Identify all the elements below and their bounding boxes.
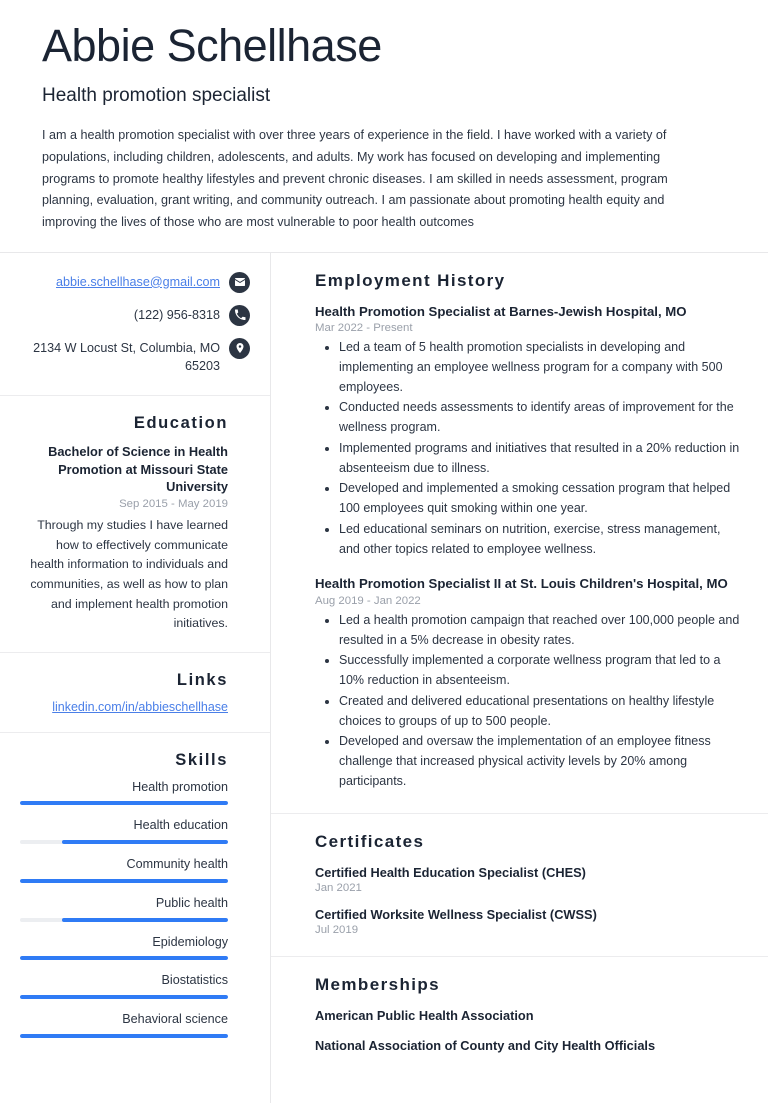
certificate-item xyxy=(315,906,740,936)
envelope-icon xyxy=(229,272,250,293)
employment-heading: Employment History xyxy=(315,270,506,290)
phone-icon xyxy=(229,305,250,326)
job-title: Health Promotion Specialist at Barnes-Jewish Hospital, MO xyxy=(315,303,687,319)
skill-bar-track xyxy=(20,1034,228,1038)
location-pin-icon xyxy=(229,338,250,359)
profile-summary: I am a health promotion specialist with over three years of experience in the field. I have worked with a variety of populations, including children, adolescents, and adults. My work has focused on developing and implementing programs to promote healthy lifestyles and prevent chronic diseases. I am skilled in needs assessment, program planning, evaluation, grant writing, and community outreach. I am passionate about promoting health equity and improving the lives of those who are most vulnerable to poor health outcomes xyxy=(42,128,668,230)
job-bullet: • Developed and implemented a smoking cessation program that helped 100 employees quit smoking within one year. xyxy=(339,479,740,519)
skill-label: Biostatistics xyxy=(161,973,228,988)
candidate-headline: Health promotion specialist xyxy=(42,84,271,106)
contact-email-row[interactable] xyxy=(20,271,250,293)
skill-bar-fill xyxy=(62,840,228,844)
skill-item xyxy=(20,896,228,922)
right-column xyxy=(271,253,768,1103)
skills-heading: Skills xyxy=(175,750,228,769)
certificates-list xyxy=(315,864,740,937)
job-bullet: • Conducted needs assessments to identify areas of improvement for the wellness program. xyxy=(339,398,740,438)
memberships-heading: Memberships xyxy=(315,975,440,995)
linkedin-link[interactable]: linkedin.com/in/abbieschellhase xyxy=(52,699,228,714)
job-bullet: • Led a health promotion campaign that reached over 100,000 people and resulted in a 5% decrease in obesity rates. xyxy=(339,611,740,651)
job-bullet: • Led a team of 5 health promotion specialists in developing and implementing an employee wellness program for a company with 500 employees. xyxy=(339,338,740,397)
job-title: Health Promotion Specialist II at St. Louis Children's Hospital, MO xyxy=(315,576,728,592)
skill-bar-track xyxy=(20,956,228,960)
education-title: Bachelor of Science in Health Promotion at Missouri State University xyxy=(48,444,228,495)
skill-bar-track xyxy=(20,840,228,844)
job-entry xyxy=(315,575,740,791)
job-bullet-list xyxy=(315,611,740,792)
resume-header xyxy=(0,0,768,253)
education-entry xyxy=(20,443,228,634)
certificates-section xyxy=(271,814,768,958)
skill-bar-fill xyxy=(20,995,228,999)
skill-item xyxy=(20,935,228,961)
skill-bar-fill xyxy=(62,918,228,922)
skill-item xyxy=(20,1012,228,1038)
job-bullet: • Successfully implemented a corporate wellness program that led to a 10% reduction in absenteeism. xyxy=(339,651,740,691)
education-description: Through my studies I have learned how to effectively communicate health information to individuals and communities, as well as how to plan and implement health promotion initiatives. xyxy=(30,518,228,631)
skill-label: Health promotion xyxy=(132,779,228,794)
skill-bar-track xyxy=(20,995,228,999)
job-bullet: • Developed and oversaw the implementation of an employee fitness challenge that increased physical activity levels by 20% among participants. xyxy=(339,732,740,791)
certificate-item xyxy=(315,864,740,894)
skill-item xyxy=(20,780,228,806)
skill-bar-fill xyxy=(20,879,228,883)
skill-bar-track xyxy=(20,918,228,922)
skills-list xyxy=(20,780,228,1038)
job-bullet: • Implemented programs and initiatives that resulted in a 20% reduction in absenteeism due to illness. xyxy=(339,439,740,479)
memberships-list xyxy=(315,1007,740,1055)
resume-body xyxy=(0,253,768,1103)
links-heading: Links xyxy=(176,670,228,689)
links-section xyxy=(0,653,270,733)
contact-email-text xyxy=(56,271,220,291)
list-item[interactable] xyxy=(20,700,228,714)
job-bullet-list xyxy=(315,338,740,559)
skill-label: Health education xyxy=(133,818,228,833)
job-bullet: • Created and delivered educational presentations on healthy lifestyle choices to groups of up to 500 people. xyxy=(339,692,740,732)
skills-section xyxy=(0,733,270,1056)
education-date: Sep 2015 - May 2019 xyxy=(119,498,228,511)
left-column xyxy=(0,253,271,1103)
skill-label: Community health xyxy=(126,857,228,872)
skill-item xyxy=(20,973,228,999)
skill-label: Public health xyxy=(155,895,228,910)
certificate-title: Certified Worksite Wellness Specialist (CWSS) xyxy=(315,906,597,922)
job-bullet: • Led educational seminars on nutrition, exercise, stress management, and other topics related to employee wellness. xyxy=(339,520,740,560)
education-section xyxy=(0,396,270,653)
contact-address-row[interactable] xyxy=(20,337,250,376)
skill-item xyxy=(20,857,228,883)
skill-bar-fill xyxy=(20,956,228,960)
email-link[interactable]: abbie.schellhase@gmail.com xyxy=(56,274,220,289)
skill-label: Epidemiology xyxy=(152,934,228,949)
job-date: Mar 2022 - Present xyxy=(315,322,413,335)
contact-phone-text: (122) 956-8318 xyxy=(133,307,220,322)
job-date: Aug 2019 - Jan 2022 xyxy=(315,594,421,607)
certificate-date: Jul 2019 xyxy=(315,924,359,937)
candidate-name: Abbie Schellhase xyxy=(42,20,382,71)
contact-phone-row[interactable] xyxy=(20,304,250,326)
skill-bar-track xyxy=(20,801,228,805)
membership-item: American Public Health Association xyxy=(315,1008,534,1024)
skill-bar-track xyxy=(20,879,228,883)
job-entry xyxy=(315,303,740,560)
memberships-section xyxy=(271,957,768,1075)
education-heading: Education xyxy=(133,414,228,433)
skill-item xyxy=(20,818,228,844)
skill-bar-fill xyxy=(20,1034,228,1038)
membership-item: National Association of County and City Health Officials xyxy=(315,1038,656,1054)
contact-address-text: 2134 W Locust St, Columbia, MO 65203 xyxy=(33,340,220,373)
certificate-title: Certified Health Education Specialist (CHES) xyxy=(315,864,586,880)
certificate-date: Jan 2021 xyxy=(315,881,362,894)
certificates-heading: Certificates xyxy=(315,831,425,851)
skill-label: Behavioral science xyxy=(122,1012,228,1027)
skill-bar-fill xyxy=(20,801,228,805)
employment-section xyxy=(271,253,768,814)
jobs-list xyxy=(315,303,740,792)
contact-section xyxy=(0,253,270,397)
